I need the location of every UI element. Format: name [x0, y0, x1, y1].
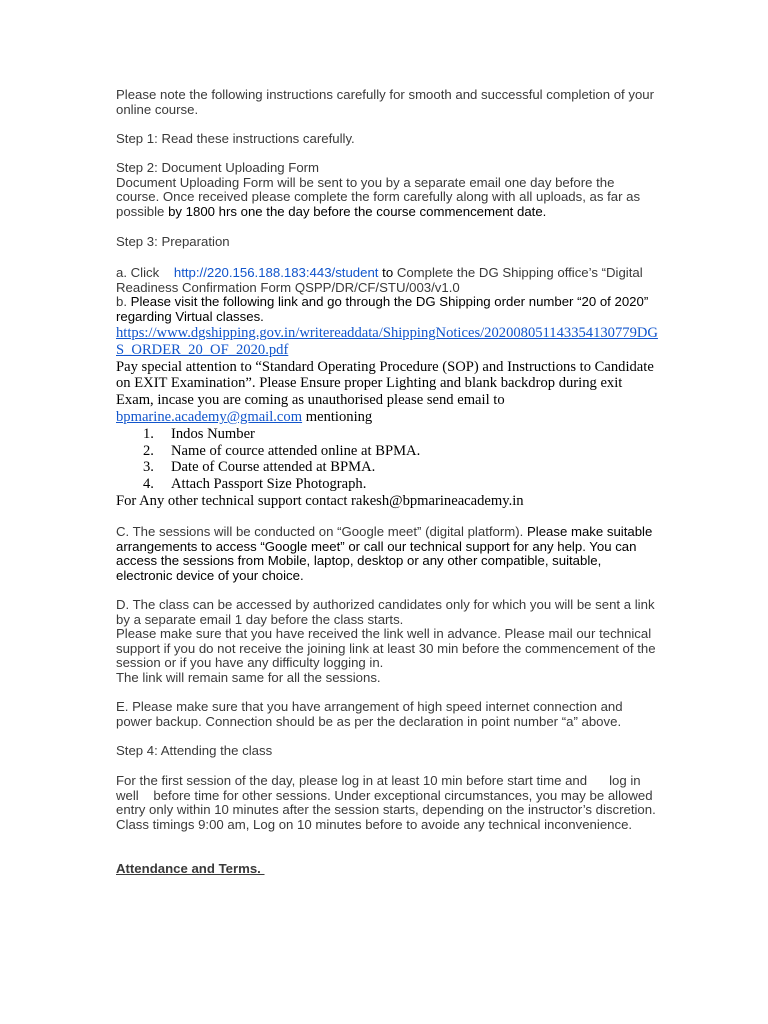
list-text: Attach Passport Size Photograph.	[171, 476, 367, 493]
intro-paragraph	[116, 88, 656, 117]
item-a	[116, 266, 656, 295]
list-number: 3.	[143, 459, 154, 476]
step1-text: Step 1: Read these instructions carefully.	[116, 131, 355, 146]
item-b-prefix: b.	[116, 294, 127, 309]
step4-section	[116, 774, 656, 832]
item-c	[116, 525, 656, 583]
list-text: Name of cource attended online at BPMA.	[171, 442, 421, 459]
sop-text: Pay special attention to “Standard Operating Procedure (SOP) and Instructions to Candidate on EXIT Examination”. Please Ensure proper Lighting and blank backdrop during exit Exam, incase you are coming as unauthorised please send email to	[116, 358, 654, 409]
list-text: Indos Number	[171, 425, 255, 442]
item-b-text: Please visit the following link and go through the DG Shipping order number “20 of 2020” regarding Virtual classes.	[116, 294, 649, 324]
item-c-rest: Please make suitable arrangements to access “Google meet” or call our technical support for any help. You can access the sessions from Mobile, laptop, desktop or any other compatible, suitable, electronic device of your choice.	[116, 524, 653, 583]
step2-body: Document Uploading Form will be sent to you by a separate email one day before the course. Once received please complete the form carefully along with all uploads, as far as possible	[116, 174, 641, 219]
item-a-to: to	[382, 265, 394, 280]
item-a-prefix: a. Click	[116, 265, 160, 280]
step2-title: Step 2: Document Uploading Form	[116, 160, 320, 175]
attendance-heading	[116, 862, 656, 877]
item-d-text2: Please make sure that you have received the link well in advance. Please mail our technical support if you do not receive the joining link at least 30 min before the commencement of the session or if you have any difficulty logging in.	[116, 626, 656, 671]
item-d-text3: The link will remain same for all the sessions.	[116, 669, 381, 685]
student-portal-link[interactable]: http://220.156.188.183:443/student	[173, 265, 379, 280]
intro-text: Please note the following instructions carefully for smooth and successful completion of your online course.	[116, 87, 655, 117]
list-item	[116, 443, 661, 460]
item-d-text: D. The class can be accessed by authorized candidates only for which you will be sent a link by a separate email 1 day before the class starts.	[116, 597, 655, 627]
step3-title: Step 3: Preparation	[116, 234, 230, 249]
item-a-text: Complete the DG Shipping office’s “Digital Readiness Confirmation Form QSPP/DR/CF/STU/003/v1.0	[116, 265, 643, 295]
list-item	[116, 459, 661, 476]
step2-section	[116, 161, 656, 219]
item-e-text: E. Please make sure that you have arrangement of high speed internet connection and power backup. Connection should be as per the declaration in point number “a” above.	[116, 699, 623, 729]
step4-body: For the first session of the day, please log in at least 10 min before start time and log in well before time for other sessions. Under exceptional circumstances, you may be allowed entry only within 10 minutes after the session starts, depending on the instructor’s discretion.	[116, 773, 657, 818]
list-item	[116, 476, 661, 493]
tech-support-text: For Any other technical support contact rakesh@bpmarineacademy.in	[116, 492, 524, 509]
item-c-intro: C. The sessions will be conducted on “Google meet” (digital platform).	[116, 524, 524, 539]
step3-heading	[116, 235, 656, 250]
attendance-heading-text: Attendance and Terms.	[116, 861, 265, 876]
list-number: 4.	[143, 476, 154, 493]
list-item	[116, 426, 661, 443]
list-number: 2.	[143, 442, 154, 459]
step2-deadline: by 1800 hrs one the day before the course commencement date.	[168, 203, 547, 219]
academy-email-link[interactable]: bpmarine.academy@gmail.com	[116, 408, 303, 425]
step4-timing: Class timings 9:00 am, Log on 10 minutes before to avoide any technical inconvenience.	[116, 816, 633, 832]
list-number: 1.	[143, 425, 154, 442]
list-text: Date of Course attended at BPMA.	[171, 459, 376, 476]
step4-title: Step 4: Attending the class	[116, 743, 273, 758]
sop-section	[116, 325, 661, 510]
step1-heading	[116, 132, 656, 147]
item-e	[116, 700, 656, 729]
step4-heading	[116, 744, 656, 759]
item-d	[116, 598, 656, 686]
sop-mentioning: mentioning	[305, 408, 373, 425]
dg-shipping-order-link[interactable]: https://www.dgshipping.gov.in/writereaddata/ShippingNotices/202008051143354130779DGS_ORDER_20_OF_2020.pdf	[116, 325, 658, 358]
requirements-list	[116, 426, 661, 493]
item-b	[116, 295, 656, 324]
